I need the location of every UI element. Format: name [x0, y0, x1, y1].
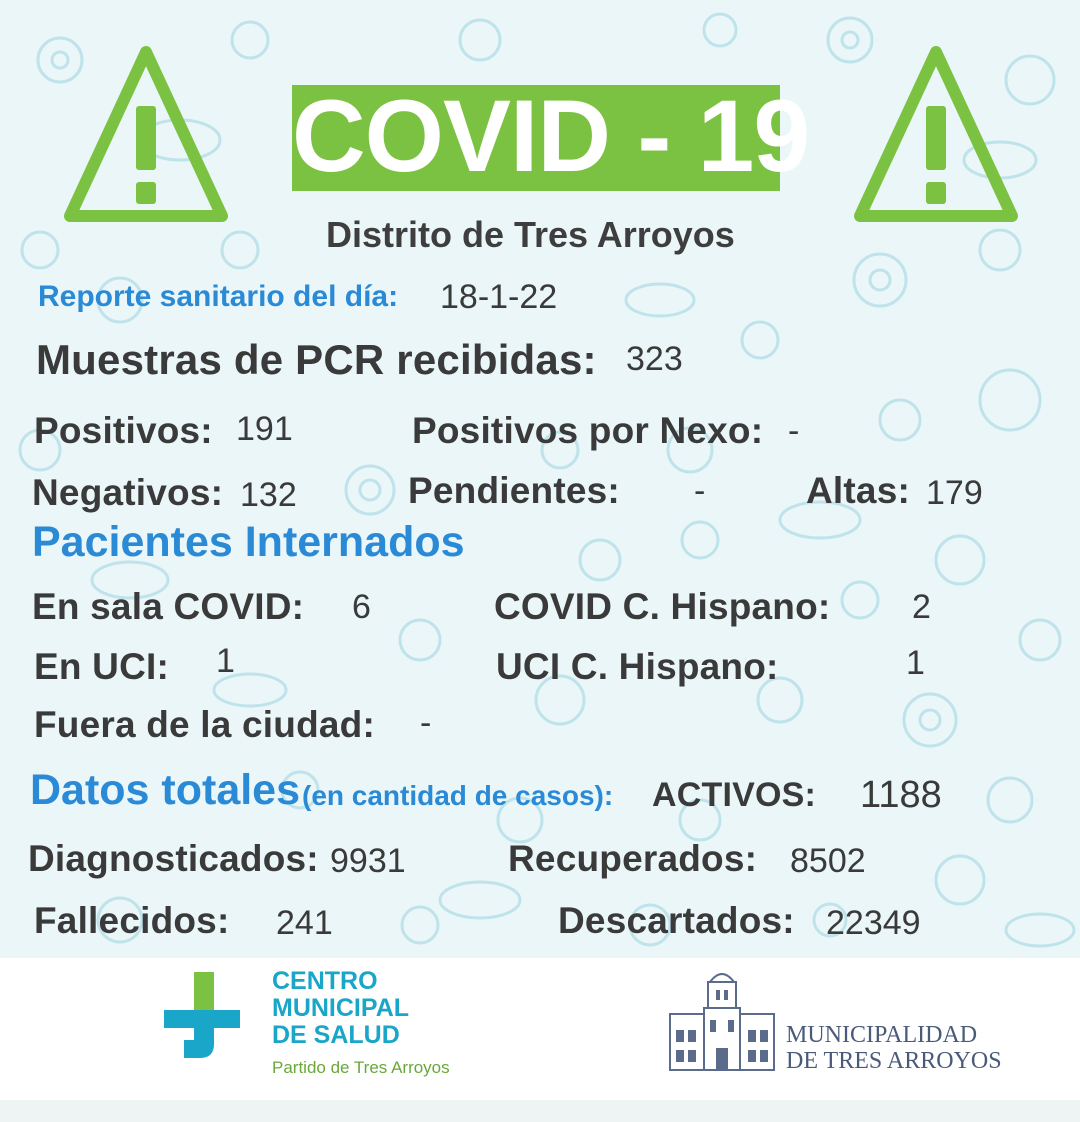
- descartados-label: Descartados:: [558, 900, 795, 941]
- pendientes-value: -: [694, 472, 706, 510]
- altas-label: Altas:: [806, 470, 910, 511]
- fuera-ciudad-label: Fuera de la ciudad:: [34, 704, 375, 745]
- municipal-building-icon: [668, 964, 776, 1076]
- fuera-ciudad-value: -: [420, 704, 432, 742]
- footer: [0, 958, 1080, 1100]
- pcr-value: 323: [626, 340, 683, 378]
- fallecidos-label: Fallecidos:: [34, 900, 230, 941]
- covid-hispano-value: 2: [912, 588, 931, 626]
- warning-triangle-icon: [62, 40, 230, 226]
- fallecidos-value: 241: [276, 904, 333, 942]
- cms-line3: DE SALUD: [272, 1021, 400, 1049]
- sala-covid-value: 6: [352, 588, 371, 626]
- pcr-label: Muestras de PCR recibidas:: [36, 336, 597, 383]
- uci-hispano-label: UCI C. Hispano:: [496, 646, 779, 687]
- internados-heading: Pacientes Internados: [32, 518, 465, 566]
- descartados-value: 22349: [826, 904, 921, 942]
- report-date-label: Reporte sanitario del día:: [38, 280, 399, 313]
- municipalidad-logo-text: [786, 1022, 1002, 1074]
- report-date: 18-1-22: [440, 278, 558, 316]
- cms-line2: MUNICIPAL: [272, 994, 410, 1022]
- cms-line1: CENTRO: [272, 967, 378, 995]
- uci-label: En UCI:: [34, 646, 170, 687]
- positivos-value: 191: [236, 410, 293, 448]
- totales-subheading: (en cantidad de casos):: [302, 780, 614, 811]
- activos-value: 1188: [860, 774, 942, 816]
- district-name: Distrito de Tres Arroyos: [326, 214, 735, 255]
- warning-triangle-icon: [852, 40, 1020, 226]
- positivos-label: Positivos:: [34, 410, 213, 451]
- muni-line1: MUNICIPALIDAD: [786, 1022, 978, 1048]
- totales-heading: Datos totales: [30, 766, 301, 814]
- muni-line2: DE TRES ARROYOS: [786, 1048, 1002, 1074]
- cms-subtitle: Partido de Tres Arroyos: [272, 1058, 450, 1077]
- uci-hispano-value: 1: [906, 644, 925, 682]
- recuperados-label: Recuperados:: [508, 838, 758, 879]
- nexo-label: Positivos por Nexo:: [412, 410, 764, 451]
- negativos-value: 132: [240, 476, 297, 514]
- diagnosticados-label: Diagnosticados:: [28, 838, 319, 879]
- uci-value: 1: [216, 642, 235, 680]
- cms-logo-text: [272, 968, 409, 1049]
- diagnosticados-value: 9931: [330, 842, 406, 880]
- page-title: COVID - 19: [292, 79, 810, 193]
- recuperados-value: 8502: [790, 842, 866, 880]
- covid-hispano-label: COVID C. Hispano:: [494, 586, 831, 627]
- pendientes-label: Pendientes:: [408, 470, 620, 511]
- activos-label: ACTIVOS:: [652, 776, 817, 814]
- altas-value: 179: [926, 474, 983, 512]
- negativos-label: Negativos:: [32, 472, 224, 513]
- sala-covid-label: En sala COVID:: [32, 586, 305, 627]
- health-cross-logo: [160, 970, 252, 1066]
- nexo-value: -: [788, 412, 800, 450]
